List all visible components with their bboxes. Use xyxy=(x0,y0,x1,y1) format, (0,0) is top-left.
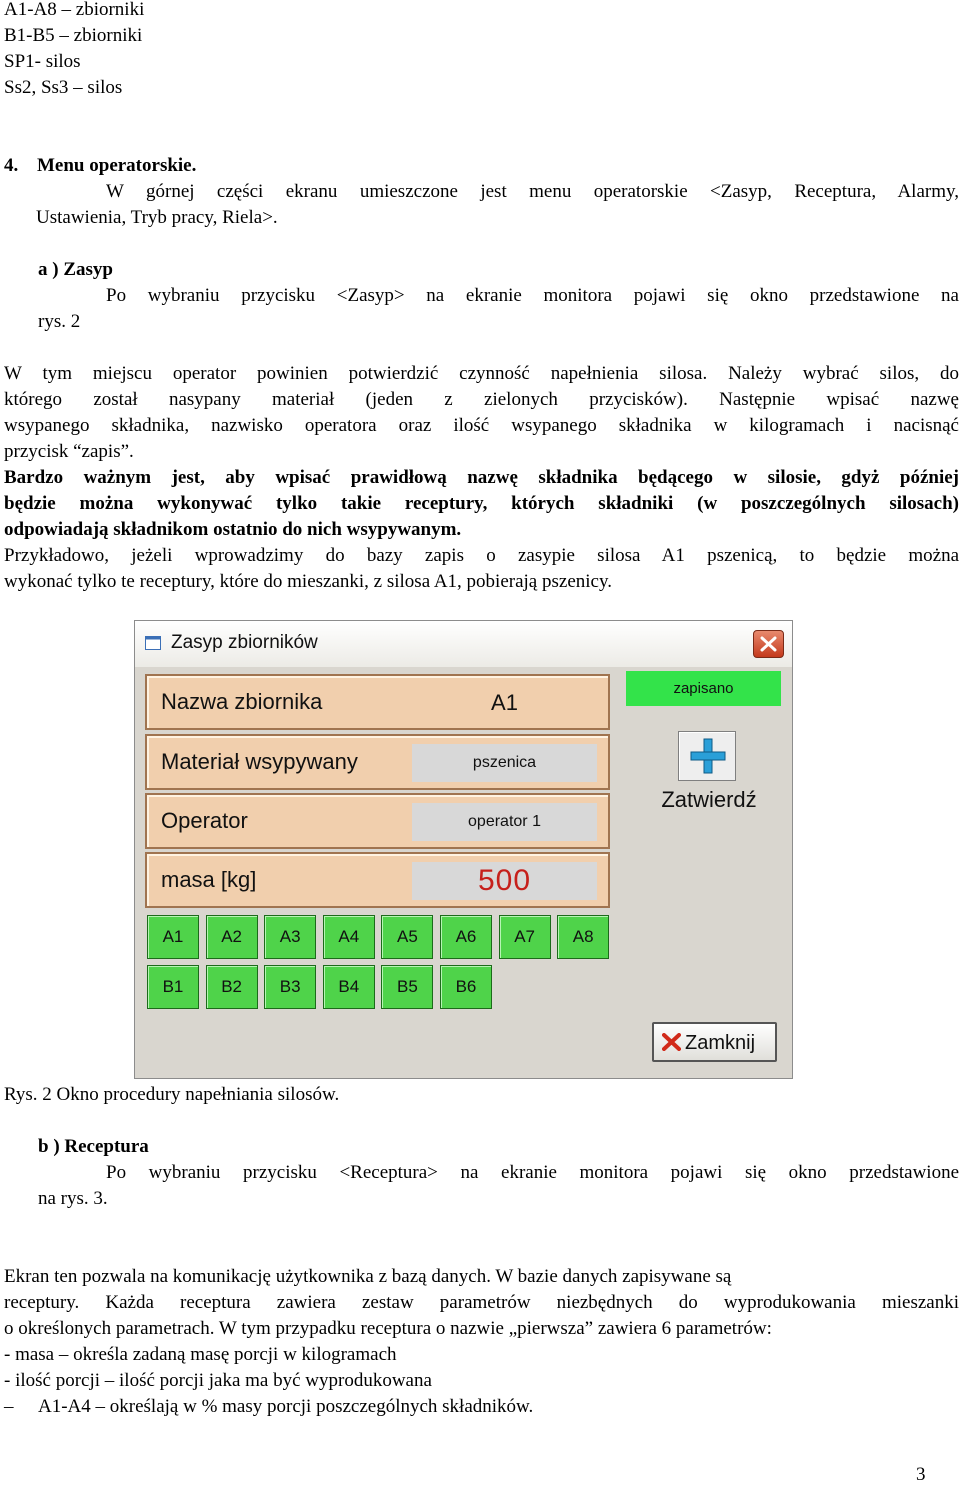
list-item: - ilość porcji – ilość porcji jaka ma być wyprodukowana xyxy=(4,1370,432,1391)
tank-a-button[interactable]: A8 xyxy=(557,915,609,959)
figure-caption: Rys. 2 Okno procedury napełniania silosów. xyxy=(4,1084,340,1105)
field-label: masa [kg] xyxy=(161,867,257,892)
confirm-button[interactable] xyxy=(643,729,775,819)
mass-input[interactable]: 500 xyxy=(412,862,597,900)
page-number: 3 xyxy=(916,1464,926,1485)
list-item: - masa – określa zadaną masę porcji w kilogramach xyxy=(4,1344,397,1365)
dialog-title: Zasyp zbiorników xyxy=(171,632,318,653)
paragraph-line: Ekran ten pozwala na komunikację użytkownika z bazą danych. W bazie danych zapisywane są xyxy=(4,1266,732,1287)
tank-b-button[interactable]: B6 xyxy=(440,965,492,1009)
confirm-label: Zatwierdź xyxy=(661,787,757,812)
list-item-dash: – xyxy=(4,1396,14,1417)
tank-a-button[interactable]: A2 xyxy=(206,915,258,959)
tank-b-button[interactable]: B5 xyxy=(381,965,433,1009)
field-label: Operator xyxy=(161,808,248,833)
field-label: Nazwa zbiornika xyxy=(161,689,323,714)
tank-b-button[interactable]: B3 xyxy=(264,965,316,1009)
subsection-heading: b ) Receptura xyxy=(38,1136,149,1157)
field-label: Materiał wsypywany xyxy=(161,749,358,774)
paragraph-line: receptury. Każda receptura zawiera zestaw parametrów niezbędnych do wyprodukowania mieszanki xyxy=(4,1292,959,1313)
dialog-titlebar xyxy=(135,621,792,667)
text-line: A1-A8 – zbiorniki xyxy=(4,0,145,20)
tank-a-button[interactable]: A6 xyxy=(440,915,492,959)
tank-a-button[interactable]: A1 xyxy=(147,915,199,959)
paragraph-line: Przykładowo, jeżeli wprowadzimy do bazy zapis o zasypie silosa A1 pszenicą, to będzie można xyxy=(4,545,959,566)
close-icon xyxy=(662,1033,681,1051)
tank-a-button[interactable]: A5 xyxy=(381,915,433,959)
close-window-button[interactable] xyxy=(753,630,784,658)
text-line: B1-B5 – zbiorniki xyxy=(4,25,143,46)
tank-a-button[interactable]: A4 xyxy=(323,915,375,959)
bold-paragraph-line: będzie można wykonywać tylko takie receptury, których składniki (w poszczególnych silosach) xyxy=(4,493,959,514)
material-input[interactable]: pszenica xyxy=(412,744,597,782)
paragraph-line: wsypanego składnika, nazwisko operatora oraz ilość wsypanego składnika w kilogramach i nacisnąć xyxy=(4,415,959,436)
paragraph-line: którego został nasypany materiał (jeden z zielonych przycisków). Następnie wpisać nazwę xyxy=(4,389,959,410)
section-number: 4. xyxy=(4,155,19,176)
tank-a-button[interactable]: A3 xyxy=(264,915,316,959)
zasyp-dialog xyxy=(134,620,793,1079)
bold-paragraph-line: Bardzo ważnym jest, aby wpisać prawidłową nazwę składnika będącego w silosie, gdyż później xyxy=(4,467,959,488)
text-line: Ss2, Ss3 – silos xyxy=(4,77,123,98)
paragraph-line: Po wybraniu przycisku <Zasyp> na ekranie monitora pojawi się okno przedstawione na xyxy=(106,285,959,306)
tank-b-button[interactable]: B1 xyxy=(147,965,199,1009)
subsection-heading: a ) Zasyp xyxy=(38,259,113,280)
tank-b-button[interactable]: B4 xyxy=(323,965,375,1009)
window-icon xyxy=(145,636,161,650)
paragraph-line: Ustawienia, Tryb pracy, Riela>. xyxy=(36,207,278,228)
paragraph-line: wykonać tylko te receptury, które do mieszanki, z silosa A1, pobierają pszenicy. xyxy=(4,571,612,592)
plus-icon xyxy=(690,738,726,774)
paragraph-line: W górnej części ekranu umieszczone jest menu operatorskie <Zasyp, Receptura, Alarmy, xyxy=(106,181,959,202)
section-title: Menu operatorskie. xyxy=(37,155,197,176)
paragraph-line: na rys. 3. xyxy=(38,1188,108,1209)
material-field xyxy=(145,734,610,790)
list-item: A1-A4 – określają w % masy porcji poszczególnych składników. xyxy=(38,1396,534,1417)
paragraph-line: Po wybraniu przycisku <Receptura> na ekranie monitora pojawi się okno przedstawione xyxy=(106,1162,959,1183)
close-icon xyxy=(760,636,777,652)
tank-name-field xyxy=(145,674,610,730)
mass-field xyxy=(145,852,610,908)
tank-a-button[interactable]: A7 xyxy=(499,915,551,959)
paragraph-line: o określonych parametrach. W tym przypadku receptura o nazwie „pierwsza” zawiera 6 parametrów: xyxy=(4,1318,772,1339)
section-heading xyxy=(4,153,196,179)
paragraph-line: W tym miejscu operator powinien potwierdzić czynność napełnienia silosa. Należy wybrać silos, do xyxy=(4,363,959,384)
close-button[interactable] xyxy=(652,1022,777,1062)
operator-input[interactable]: operator 1 xyxy=(412,803,597,841)
operator-field xyxy=(145,793,610,849)
text-line: SP1- silos xyxy=(4,51,81,72)
close-button-label: Zamknij xyxy=(685,1032,756,1054)
paragraph-line: przycisk “zapis”. xyxy=(4,441,134,462)
tank-name-value: A1 xyxy=(491,690,518,715)
bold-paragraph-line: odpowiadają składnikom ostatnio do nich wsypywanym. xyxy=(4,519,462,540)
status-badge: zapisano xyxy=(626,671,781,706)
plus-icon-box xyxy=(678,731,736,781)
paragraph-line: rys. 2 xyxy=(38,311,81,332)
tank-b-button[interactable]: B2 xyxy=(206,965,258,1009)
